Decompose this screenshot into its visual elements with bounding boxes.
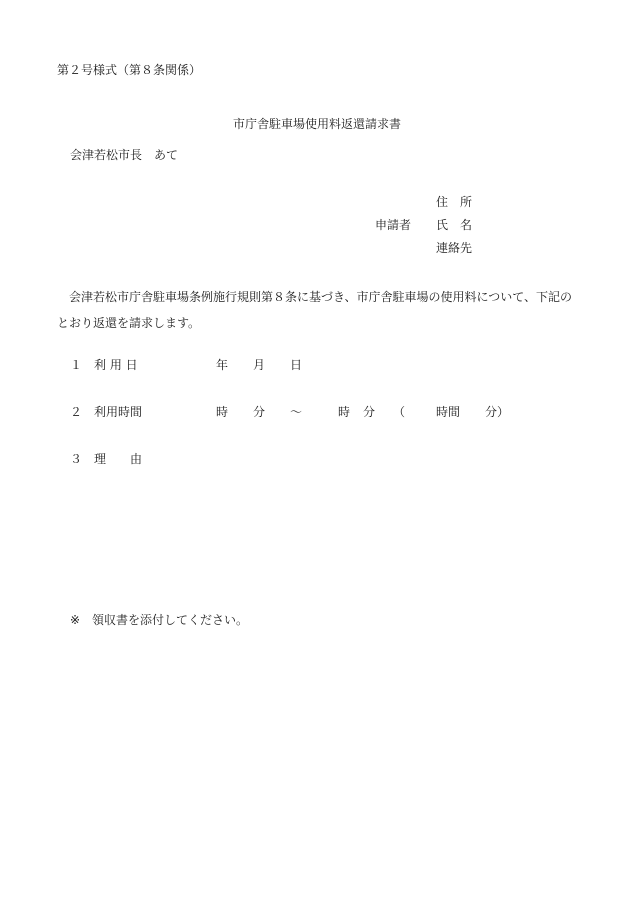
item-time-paren-open: （ bbox=[393, 405, 406, 419]
item-date-day: 日 bbox=[290, 358, 303, 372]
item-time-hour-start: 時 bbox=[216, 405, 229, 419]
item-reason-number: ３ bbox=[70, 452, 83, 466]
applicant-label: 申請者 bbox=[375, 218, 412, 232]
item-time-minute-end: 分 bbox=[363, 405, 376, 419]
item-date-label: 利 用 日 bbox=[94, 358, 138, 372]
applicant-address-label: 住 所 bbox=[436, 195, 473, 209]
document-title: 市庁舎駐車場使用料返還請求書 bbox=[233, 117, 402, 131]
applicant-name-label: 氏 名 bbox=[436, 218, 473, 232]
request-body-text: 会津若松市庁舎駐車場条例施行規則第８条に基づき、市庁舎駐車場の使用料について、下記のとおり返還を請求します。 bbox=[57, 290, 573, 330]
item-time-hours: 時間 bbox=[436, 405, 461, 419]
item-time-tilde: ～ bbox=[290, 405, 303, 419]
item-date-number: １ bbox=[70, 358, 83, 372]
addressee: 会津若松市長 あて bbox=[70, 148, 179, 162]
attachment-note: ※ 領収書を添付してください。 bbox=[70, 613, 249, 627]
item-time-minute-start: 分 bbox=[253, 405, 266, 419]
item-time-label: 利用時間 bbox=[94, 405, 143, 419]
item-time-number: ２ bbox=[70, 405, 83, 419]
form-number: 第２号様式（第８条関係） bbox=[57, 63, 202, 77]
item-date-month: 月 bbox=[253, 358, 266, 372]
applicant-contact-label: 連絡先 bbox=[436, 241, 473, 255]
item-time-hour-end: 時 bbox=[338, 405, 351, 419]
item-date-year: 年 bbox=[216, 358, 229, 372]
item-time-minutes-close: 分） bbox=[485, 405, 510, 419]
item-reason-label: 理 由 bbox=[94, 452, 143, 466]
